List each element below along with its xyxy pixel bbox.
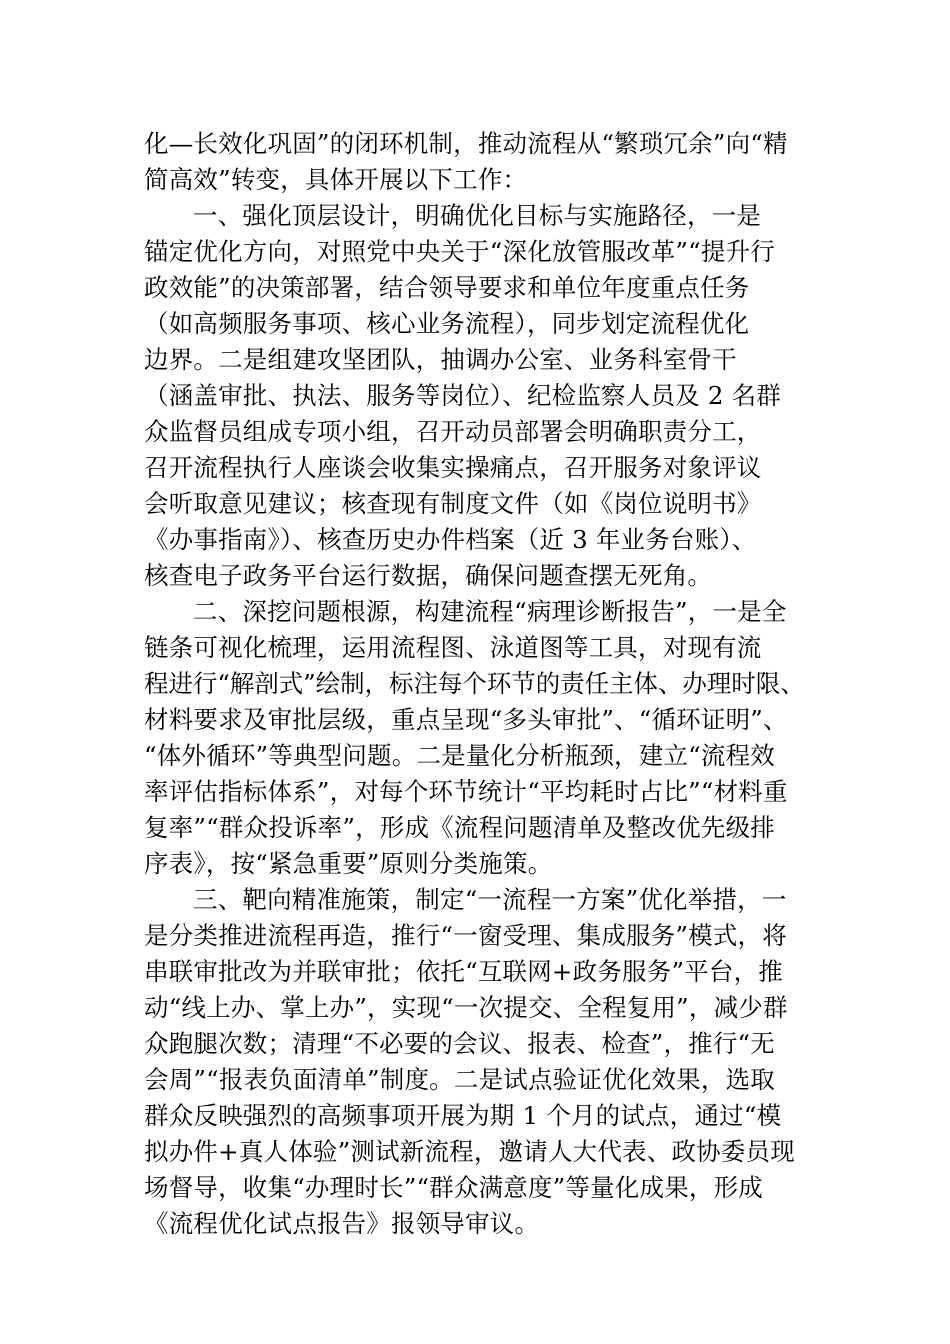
text-line: 核查电子政务平台运行数据，确保问题查摆无死角。 xyxy=(144,561,713,590)
text-line: 链条可视化梳理，运用流程图、泳道图等工具，对现有流 xyxy=(144,633,762,662)
text-line: 材料要求及审批层级，重点呈现“多头审批”、“循环证明”、 xyxy=(144,705,788,734)
section-heading-line: 二、深挖问题根源，构建流程“病理诊断报告”，一是全 xyxy=(193,597,787,626)
section-heading-line: 一、强化顶层设计，明确优化目标与实施路径，一是 xyxy=(193,201,762,230)
text-line: 是分类推进流程再造，推行“一窗受理、集成服务”模式，将 xyxy=(144,921,787,950)
document-body xyxy=(144,126,806,1242)
text-line: 众监督员组成专项小组，召开动员部署会明确职责分工， xyxy=(144,417,762,446)
text-line: 化—长效化巩固”的闭环机制，推动流程从“繁琐冗余”向“精 xyxy=(144,129,788,158)
text-line: 程进行“解剖式”绘制，标注每个环节的责任主体、办理时限、 xyxy=(144,669,805,698)
text-line: 边界。二是组建攻坚团队，抽调办公室、业务科室骨干 xyxy=(144,345,737,374)
text-line: 会听取意见建议；核查现有制度文件（如《岗位说明书》 xyxy=(144,489,762,518)
text-line: 召开流程执行人座谈会收集实操痛点，召开服务对象评议 xyxy=(144,453,762,482)
text-line: 《办事指南》）、核查历史办件档案（近 3 年业务台账）、 xyxy=(144,525,757,554)
text-line: 串联审批改为并联审批；依托“互联网+政务服务”平台，推 xyxy=(144,957,783,986)
text-line: 复率”“群众投诉率”，形成《流程问题清单及整改优先级排 xyxy=(144,813,775,842)
text-line: 《流程优化试点报告》报领导审议。 xyxy=(144,1209,540,1238)
text-line: “体外循环”等典型问题。二是量化分析瓶颈，建立“流程效 xyxy=(144,741,775,770)
text-line: （如高频服务事项、核心业务流程），同步划定流程优化 xyxy=(144,309,750,338)
text-line: 群众反映强烈的高频事项开展为期 1 个月的试点，通过“模 xyxy=(144,1101,782,1130)
text-line: 众跑腿次数；清理“不必要的会议、报表、检查”，推行“无 xyxy=(144,1029,775,1058)
section-heading-line: 三、靶向精准施策，制定“一流程一方案”优化举措，一 xyxy=(193,885,787,914)
text-line: （涵盖审批、执法、服务等岗位）、纪检监察人员及 2 名群 xyxy=(144,381,782,410)
text-line: 拟办件+真人体验”测试新流程，邀请人大代表、政协委员现 xyxy=(144,1137,795,1166)
text-line: 会周”“报表负面清单”制度。二是试点验证优化效果，选取 xyxy=(144,1065,775,1094)
text-line: 场督导，收集“办理时长”“群众满意度”等量化成果，形成 xyxy=(144,1173,763,1202)
text-line: 序表》，按“紧急重要”原则分类施策。 xyxy=(144,849,553,878)
text-line: 政效能”的决策部署，结合领导要求和单位年度重点任务 xyxy=(144,273,750,302)
text-line: 简高效”转变，具体开展以下工作： xyxy=(144,165,528,194)
text-line: 锚定优化方向，对照党中央关于“深化放管服改革”“提升行 xyxy=(144,237,775,266)
text-line: 动“线上办、掌上办”，实现“一次提交、全程复用”，减少群 xyxy=(144,993,788,1022)
text-line: 率评估指标体系”，对每个环节统计“平均耗时占比”“材料重 xyxy=(144,777,788,806)
